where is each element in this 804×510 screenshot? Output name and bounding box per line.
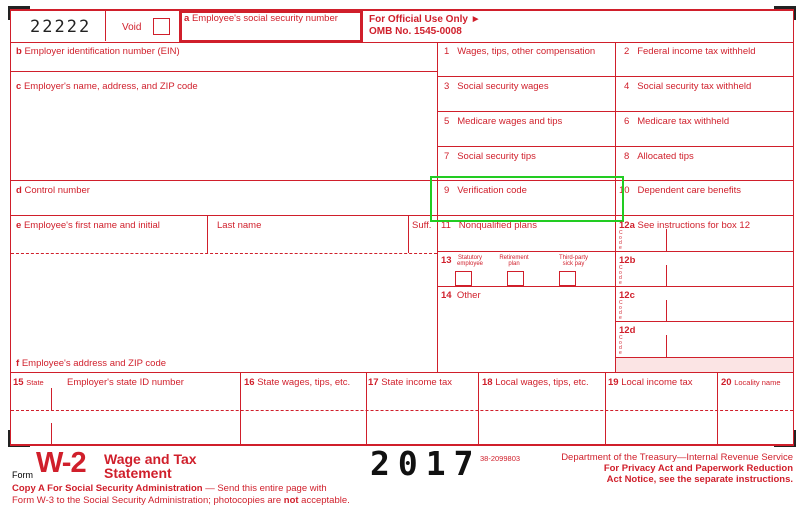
dependent-care-field[interactable] — [617, 197, 793, 214]
divider — [666, 335, 667, 357]
void-checkbox[interactable] — [153, 18, 170, 35]
box-19-label: 19 Local income tax — [608, 377, 693, 388]
row-line — [437, 251, 794, 252]
divider — [408, 216, 409, 253]
row-line — [437, 111, 794, 112]
form-border-left — [10, 9, 11, 445]
employee-name-field[interactable] — [11, 232, 206, 252]
box-16-label: 16 State wages, tips, etc. — [244, 377, 351, 388]
row-line — [437, 146, 794, 147]
catalog-number: 38-2099803 — [480, 454, 521, 463]
medicare-wages-field[interactable] — [438, 128, 614, 145]
box-12c-code-field[interactable] — [626, 300, 665, 320]
third-party-sick-pay-checkbox[interactable] — [559, 271, 576, 286]
employer-address-field[interactable] — [11, 93, 436, 179]
official-use: For Official Use Only ► OMB No. 1545-0008 — [369, 14, 481, 37]
box-b-label: b Employer identification number (EIN) — [16, 46, 180, 57]
box-1-label: 1 Wages, tips, other compensation — [444, 46, 596, 57]
box-12c-label: 12c — [619, 290, 635, 301]
locality-field-1[interactable] — [719, 389, 792, 409]
form-code: 22222 — [30, 17, 92, 37]
code-label-12c: C o d e — [619, 300, 623, 321]
row-line — [10, 372, 794, 373]
state-field-1[interactable] — [12, 389, 50, 409]
box-a-label: a Employee's social security number — [184, 13, 338, 24]
box-12a-label: 12a See instructions for box 12 — [619, 220, 750, 231]
retirement-plan-label: Retirement plan — [499, 255, 529, 267]
shaded-area — [616, 358, 793, 372]
box-20-label: 20 Locality name — [721, 377, 781, 388]
box-12a-code-field[interactable] — [626, 230, 665, 250]
box-12d-code-field[interactable] — [626, 336, 665, 356]
box-5-label: 5 Medicare wages and tips — [444, 116, 563, 127]
tax-year: 2017 — [370, 444, 482, 483]
row-line — [10, 215, 794, 216]
divider — [666, 300, 667, 321]
retirement-plan-checkbox[interactable] — [507, 271, 524, 286]
box-10-label: 10 Dependent care benefits — [619, 185, 742, 196]
box-12a-amount-field[interactable] — [668, 230, 792, 250]
federal-tax-field[interactable] — [617, 58, 793, 75]
code-label-12d: C o d e — [619, 335, 623, 356]
state-id-field-1[interactable] — [53, 389, 239, 409]
divider — [10, 42, 794, 43]
box-7-label: 7 Social security tips — [444, 151, 536, 162]
suffix-label: Suff. — [412, 220, 432, 231]
row-line — [437, 76, 794, 77]
copy-a-line: Copy A For Social Security Administration — Send this entire page with — [12, 483, 327, 494]
row-line — [10, 180, 794, 181]
divider — [666, 265, 667, 286]
last-name-field[interactable] — [209, 232, 407, 252]
divider — [51, 423, 52, 445]
box-14-label: 14 Other — [441, 290, 481, 301]
box-e-label: e Employee's first name and initial — [16, 220, 160, 231]
employee-address-field[interactable] — [11, 256, 436, 356]
box-c-label: c Employer's name, address, and ZIP code — [16, 81, 198, 92]
box-15-label: 15 State — [13, 377, 44, 388]
form-border-top — [10, 9, 794, 11]
row-line — [10, 71, 437, 72]
dashed-line — [11, 253, 437, 254]
control-number-field[interactable] — [11, 197, 436, 214]
box-8-label: 8 Allocated tips — [624, 151, 694, 162]
statutory-employee-label: Statutory employee — [456, 255, 483, 267]
state-tax-field-1[interactable] — [368, 389, 477, 409]
code-label-12b: C o d e — [619, 265, 623, 286]
irs-department: Department of the Treasury—Internal Revenue Service — [561, 452, 793, 463]
state-wages-field-1[interactable] — [242, 389, 365, 409]
box-11-label: 11 Nonqualified plans — [441, 220, 537, 231]
box-17-label: 17 State income tax — [368, 377, 452, 388]
w3-line: Form W-3 to the Social Security Administration; photocopies are not acceptable. — [12, 495, 350, 506]
wages-field[interactable] — [438, 58, 614, 75]
other-field[interactable] — [438, 302, 614, 370]
local-tax-field-1[interactable] — [607, 389, 716, 409]
last-name-label: Last name — [217, 220, 262, 231]
box-18-label: 18 Local wages, tips, etc. — [482, 377, 589, 388]
form-word: Form — [12, 470, 33, 480]
form-title: Wage and Tax Statement — [104, 451, 197, 481]
row-line — [615, 321, 794, 322]
form-border-right — [793, 9, 794, 445]
verification-code-field[interactable] — [430, 176, 624, 222]
box-12b-code-field[interactable] — [626, 265, 665, 285]
privacy-notice: For Privacy Act and Paperwork Reduction Act Notice, see the separate instructions. — [603, 463, 793, 485]
void-label: Void — [122, 22, 142, 33]
medicare-tax-field[interactable] — [617, 128, 793, 145]
divider — [105, 11, 106, 41]
third-party-sick-pay-label: Third-party sick pay — [558, 255, 588, 267]
ss-wages-field[interactable] — [438, 93, 614, 110]
box-d-label: d Control number — [16, 185, 90, 196]
box-12b-label: 12b — [619, 255, 636, 266]
box-12c-amount-field[interactable] — [668, 300, 792, 320]
box-3-label: 3 Social security wages — [444, 81, 549, 92]
code-label-12a: C o d e — [619, 230, 623, 251]
employer-state-id-label: Employer's state ID number — [67, 377, 184, 388]
box-12b-amount-field[interactable] — [668, 265, 792, 285]
box-12d-label: 12d — [619, 325, 636, 336]
allocated-tips-field[interactable] — [617, 163, 793, 179]
ss-tax-field[interactable] — [617, 93, 793, 110]
box-4-label: 4 Social security tax withheld — [624, 81, 752, 92]
box-6-label: 6 Medicare tax withheld — [624, 116, 730, 127]
divider — [666, 229, 667, 251]
box-12d-amount-field[interactable] — [668, 336, 792, 356]
divider — [207, 216, 208, 253]
dashed-line — [11, 410, 793, 411]
local-wages-field-1[interactable] — [480, 389, 604, 409]
form-name: W-2 — [36, 447, 86, 479]
divider — [51, 388, 52, 410]
row-line — [437, 286, 794, 287]
box-9-label: 9 Verification code — [444, 185, 527, 196]
box-f-label: f Employee's address and ZIP code — [16, 358, 167, 369]
statutory-employee-checkbox[interactable] — [455, 271, 472, 286]
box-2-label: 2 Federal income tax withheld — [624, 46, 756, 57]
box-13-label: 13 — [441, 255, 452, 266]
ein-field[interactable] — [11, 57, 436, 70]
